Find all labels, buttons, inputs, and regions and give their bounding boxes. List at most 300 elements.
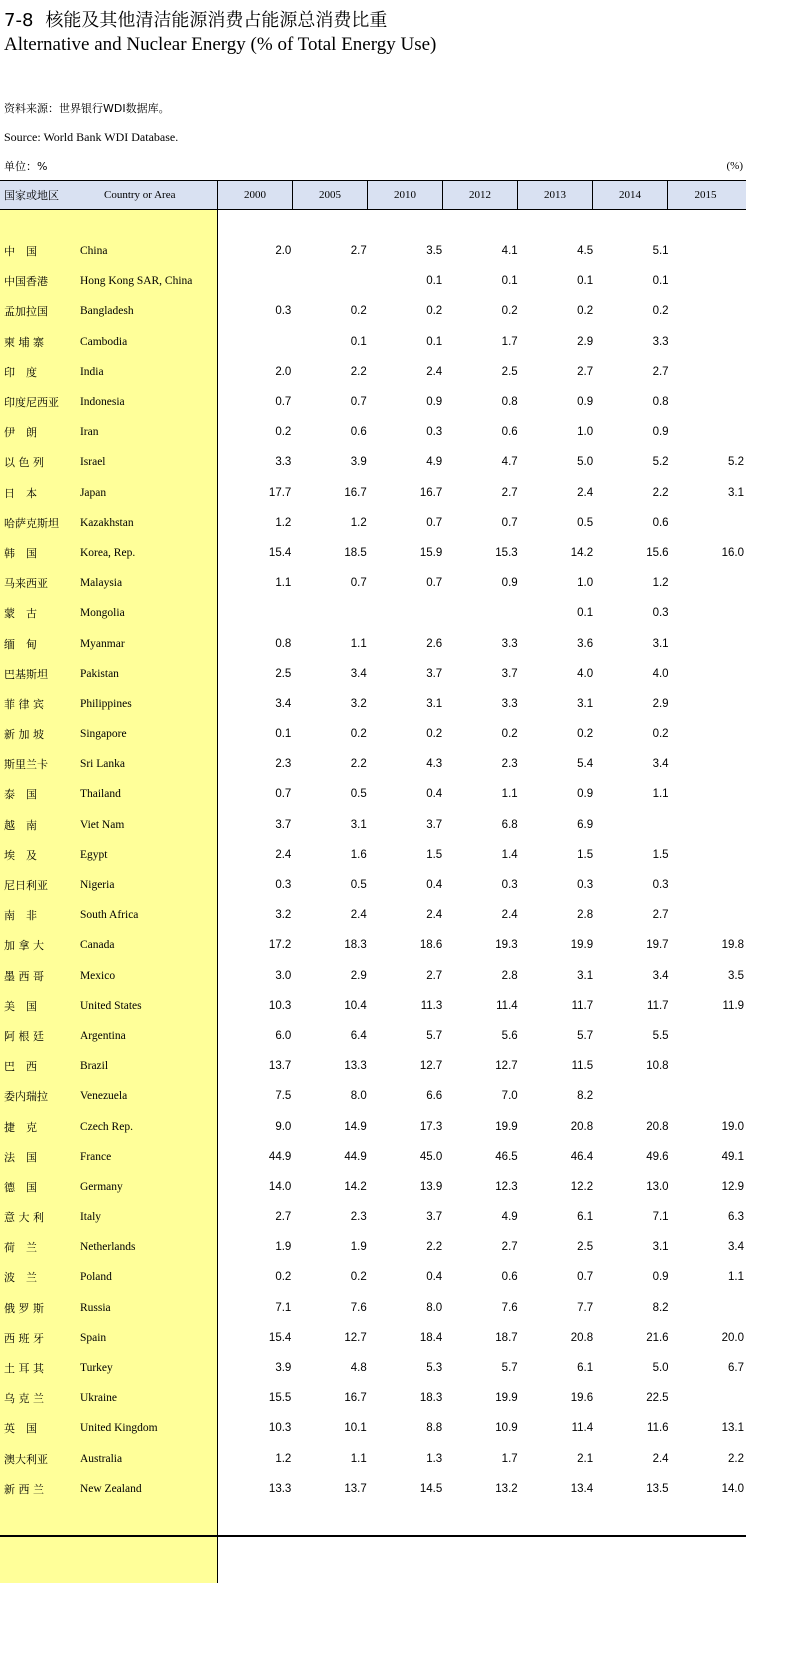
country-name-cn: 孟加拉国: [4, 305, 48, 319]
value-cell: 1.0: [577, 426, 594, 439]
value-cell: 0.3: [275, 879, 292, 892]
value-cell: 12.3: [495, 1180, 518, 1193]
table-row: [0, 447, 746, 477]
table-row: [0, 508, 746, 538]
table-row: [0, 327, 746, 357]
country-name-cn: 意 大 利: [4, 1211, 44, 1225]
country-name-cn: 哈萨克斯坦: [4, 516, 59, 530]
country-name-en: Myanmar: [79, 637, 125, 650]
value-cell: 7.7: [577, 1301, 594, 1314]
value-cell: 0.9: [652, 426, 669, 439]
value-cell: 5.7: [501, 1362, 518, 1375]
value-cell: 5.5: [652, 1029, 669, 1042]
country-name-cn: 埃 及: [4, 848, 37, 862]
country-name-en: Turkey: [79, 1362, 113, 1375]
value-cell: 0.1: [652, 275, 669, 288]
country-name-en: Italy: [79, 1211, 102, 1224]
value-cell: 3.2: [275, 909, 292, 922]
country-name-en: Egypt: [79, 848, 108, 861]
value-cell: 0.1: [577, 275, 594, 288]
value-cell: 0.2: [350, 1271, 367, 1284]
table-row: [0, 1111, 746, 1141]
country-name-en: United Kingdom: [79, 1422, 158, 1435]
value-cell: 0.2: [501, 305, 518, 318]
value-cell: 2.8: [501, 969, 518, 982]
value-cell: 0.1: [501, 275, 518, 288]
value-cell: 1.7: [501, 335, 518, 348]
value-cell: 6.9: [577, 818, 594, 831]
value-cell: 3.7: [275, 818, 292, 831]
value-cell: 0.7: [501, 516, 518, 529]
value-cell: 3.1: [577, 697, 594, 710]
value-cell: 19.9: [570, 939, 594, 952]
title-en: Alternative and Nuclear Energy (% of Total Energy Use): [4, 34, 437, 55]
value-cell: 17.7: [268, 486, 292, 499]
table-row: [0, 870, 746, 900]
value-cell: 4.0: [577, 667, 594, 680]
country-name-cn: 英 国: [4, 1422, 37, 1436]
country-name-cn: 马来西亚: [4, 577, 48, 591]
value-cell: 7.1: [275, 1301, 292, 1314]
value-cell: 44.9: [268, 1150, 292, 1163]
value-cell: 4.5: [577, 245, 594, 258]
value-cell: 1.0: [577, 577, 594, 590]
value-cell: 11.7: [647, 999, 669, 1012]
value-cell: 1.1: [652, 788, 669, 801]
country-name-cn: 巴 西: [4, 1060, 37, 1074]
value-cell: 1.1: [728, 1271, 745, 1284]
value-cell: 49.6: [646, 1150, 669, 1163]
value-cell: 0.4: [426, 879, 443, 892]
value-cell: 0.1: [350, 335, 367, 348]
value-cell: 1.3: [426, 1452, 443, 1465]
value-cell: 14.5: [419, 1482, 443, 1495]
table-row: [0, 991, 746, 1021]
value-cell: 20.0: [721, 1331, 745, 1344]
value-cell: 0.9: [577, 396, 594, 409]
table-row: [0, 1383, 746, 1413]
country-name-cn: 澳大利亚: [4, 1452, 48, 1466]
value-cell: 18.7: [495, 1331, 518, 1344]
value-cell: 4.9: [426, 456, 443, 469]
value-cell: 14.9: [344, 1120, 367, 1133]
country-name-en: Indonesia: [79, 396, 125, 409]
value-cell: 0.6: [501, 1271, 518, 1284]
value-cell: 10.4: [344, 999, 367, 1012]
table-row: [0, 810, 746, 840]
value-cell: 2.7: [426, 969, 443, 982]
country-name-en: Israel: [79, 456, 106, 469]
value-cell: 16.7: [419, 486, 443, 499]
table-row: [0, 236, 746, 266]
value-cell: 2.4: [350, 909, 367, 922]
value-cell: 6.8: [501, 818, 518, 831]
value-cell: 5.7: [577, 1029, 594, 1042]
value-cell: 7.1: [652, 1211, 669, 1224]
value-cell: 2.3: [350, 1211, 367, 1224]
value-cell: 2.7: [275, 1211, 292, 1224]
value-cell: 1.9: [350, 1241, 367, 1254]
value-cell: 0.8: [501, 396, 518, 409]
value-cell: 16.7: [344, 486, 367, 499]
country-name-en: Thailand: [79, 788, 121, 801]
value-cell: 0.5: [350, 788, 367, 801]
value-cell: 6.1: [577, 1211, 594, 1224]
value-cell: 0.4: [426, 1271, 443, 1284]
header-year: 2000: [218, 181, 293, 209]
value-cell: 5.6: [501, 1029, 518, 1042]
country-name-en: Korea, Rep.: [79, 546, 136, 559]
table-row: [0, 1413, 746, 1443]
value-cell: 7.6: [350, 1301, 367, 1314]
value-cell: 4.3: [426, 758, 443, 771]
value-cell: 2.6: [426, 637, 443, 650]
table-row: [0, 628, 746, 658]
value-cell: 2.3: [501, 758, 518, 771]
value-cell: 4.9: [501, 1211, 518, 1224]
value-cell: 4.0: [652, 667, 669, 680]
country-name-en: Czech Rep.: [79, 1120, 133, 1133]
value-cell: 0.2: [350, 728, 367, 741]
table-row: [0, 749, 746, 779]
country-name-cn: 泰 国: [4, 788, 37, 802]
header-country-cn: 国家或地区: [4, 189, 59, 202]
value-cell: 15.4: [268, 1331, 292, 1344]
value-cell: 3.7: [501, 667, 518, 680]
value-cell: 19.6: [570, 1392, 594, 1405]
country-name-cn: 美 国: [4, 999, 37, 1013]
country-name-cn: 委内瑞拉: [4, 1090, 48, 1104]
value-cell: 0.9: [426, 396, 443, 409]
value-cell: 0.3: [652, 879, 669, 892]
table-row: [0, 1172, 746, 1202]
value-cell: 15.6: [646, 546, 669, 559]
country-name-cn: 菲 律 宾: [4, 697, 44, 711]
value-cell: 0.2: [275, 426, 292, 439]
value-cell: 5.7: [426, 1029, 443, 1042]
value-cell: 0.7: [275, 788, 292, 801]
country-name-cn: 新 西 兰: [4, 1482, 44, 1496]
table-row: [0, 689, 746, 719]
country-name-cn: 日 本: [4, 486, 37, 500]
value-cell: 18.3: [419, 1392, 443, 1405]
value-cell: 1.4: [501, 848, 518, 861]
value-cell: 1.5: [426, 848, 443, 861]
value-cell: 2.7: [350, 245, 367, 258]
value-cell: 1.7: [501, 1452, 518, 1465]
country-name-cn: 阿 根 廷: [4, 1029, 44, 1043]
value-cell: 2.2: [426, 1241, 443, 1254]
table-row: [0, 387, 746, 417]
value-cell: 3.5: [728, 969, 745, 982]
value-cell: 5.1: [652, 245, 669, 258]
country-name-cn: 荷 兰: [4, 1241, 37, 1255]
value-cell: 0.3: [275, 305, 292, 318]
value-cell: 11.9: [722, 999, 745, 1012]
country-name-en: Malaysia: [79, 577, 123, 590]
source-en: Source: World Bank WDI Database.: [4, 130, 179, 144]
table-number: 7-8: [4, 10, 34, 31]
table-bottom-rule: [0, 1535, 746, 1537]
country-name-en: Viet Nam: [79, 818, 125, 831]
table-body: [0, 236, 746, 1504]
value-cell: 0.1: [275, 728, 292, 741]
table-row: [0, 779, 746, 809]
source-cn: 资料来源：世界银行WDI数据库。: [4, 102, 170, 115]
value-cell: 0.2: [501, 728, 518, 741]
country-name-cn: 斯里兰卡: [4, 758, 48, 772]
value-cell: 6.7: [728, 1362, 745, 1375]
header-year: 2015: [694, 189, 717, 201]
value-cell: 10.1: [344, 1422, 367, 1435]
value-cell: 1.9: [275, 1241, 292, 1254]
value-cell: 2.5: [501, 365, 518, 378]
value-cell: 1.2: [652, 577, 669, 590]
value-cell: 0.9: [652, 1271, 669, 1284]
value-cell: 8.2: [577, 1090, 594, 1103]
value-cell: 0.2: [426, 728, 443, 741]
table-row: [0, 357, 746, 387]
country-name-cn: 土 耳 其: [4, 1362, 44, 1376]
value-cell: 2.8: [577, 909, 594, 922]
table-row: [0, 900, 746, 930]
value-cell: 13.5: [646, 1482, 669, 1495]
table-row: [0, 961, 746, 991]
value-cell: 2.7: [577, 365, 594, 378]
table-row: [0, 598, 746, 628]
unit-label-cn: 单位：%: [4, 160, 48, 173]
value-cell: 0.7: [426, 516, 443, 529]
value-cell: 0.3: [577, 879, 594, 892]
value-cell: 15.9: [419, 546, 443, 559]
value-cell: 3.6: [577, 637, 594, 650]
value-cell: 1.2: [275, 1452, 292, 1465]
country-name-cn: 捷 克: [4, 1120, 37, 1134]
value-cell: 1.5: [652, 848, 669, 861]
value-cell: 3.1: [577, 969, 594, 982]
value-cell: 2.9: [350, 969, 367, 982]
value-cell: 44.9: [344, 1150, 367, 1163]
value-cell: 13.9: [419, 1180, 443, 1193]
country-name-cn: 法 国: [4, 1150, 37, 1164]
country-name-en: Australia: [79, 1452, 123, 1465]
country-name-cn: 伊 朗: [4, 426, 37, 440]
country-name-en: Poland: [79, 1271, 112, 1284]
country-name-cn: 韩 国: [4, 546, 37, 560]
value-cell: 22.5: [646, 1392, 669, 1405]
country-name-en: Spain: [79, 1331, 107, 1344]
country-name-cn: 越 南: [4, 818, 37, 832]
data-table: [0, 180, 746, 1584]
value-cell: 2.4: [275, 848, 292, 861]
country-name-cn: 波 兰: [4, 1271, 37, 1285]
value-cell: 3.0: [275, 969, 292, 982]
table-row: [0, 840, 746, 870]
value-cell: 13.1: [721, 1422, 745, 1435]
value-cell: 0.2: [577, 305, 594, 318]
country-name-en: Pakistan: [79, 667, 119, 680]
value-cell: 11.5: [571, 1060, 594, 1073]
value-cell: 3.4: [728, 1241, 745, 1254]
value-cell: 19.9: [495, 1120, 518, 1133]
value-cell: 20.8: [570, 1331, 594, 1344]
value-cell: 5.2: [728, 456, 745, 469]
value-cell: 2.7: [501, 1241, 518, 1254]
country-name-en: Bangladesh: [79, 305, 134, 318]
value-cell: 0.2: [577, 728, 594, 741]
table-header: [0, 180, 746, 210]
value-cell: 18.5: [344, 546, 367, 559]
value-cell: 21.6: [646, 1331, 669, 1344]
value-cell: 0.4: [426, 788, 443, 801]
value-cell: 1.2: [350, 516, 367, 529]
value-cell: 0.9: [501, 577, 518, 590]
value-cell: 8.0: [350, 1090, 367, 1103]
value-cell: 2.2: [728, 1452, 745, 1465]
value-cell: 19.8: [721, 939, 745, 952]
country-name-cn: 西 班 牙: [4, 1331, 44, 1345]
value-cell: 3.9: [350, 456, 367, 469]
value-cell: 1.6: [350, 848, 367, 861]
value-cell: 17.2: [268, 939, 292, 952]
value-cell: 10.3: [268, 999, 292, 1012]
value-cell: 0.2: [652, 728, 669, 741]
value-cell: 1.1: [350, 637, 367, 650]
value-cell: 5.0: [577, 456, 594, 469]
value-cell: 3.7: [426, 818, 443, 831]
country-name-cn: 缅 甸: [4, 637, 37, 651]
value-cell: 6.3: [728, 1211, 745, 1224]
country-name-cn: 中 国: [4, 245, 37, 259]
country-name-en: Canada: [79, 939, 115, 952]
title-cn: 核能及其他清洁能源消费占能源总消费比重: [45, 10, 388, 31]
value-cell: 2.4: [501, 909, 518, 922]
value-cell: 0.1: [426, 335, 443, 348]
value-cell: 1.1: [275, 577, 292, 590]
country-name-cn: 尼日利亚: [4, 879, 48, 893]
table-row: [0, 930, 746, 960]
value-cell: 0.8: [275, 637, 292, 650]
value-cell: 2.2: [350, 365, 367, 378]
header-year: 2012: [443, 181, 518, 209]
value-cell: 2.7: [652, 365, 669, 378]
value-cell: 19.0: [721, 1120, 745, 1133]
value-cell: 8.2: [652, 1301, 669, 1314]
value-cell: 10.3: [268, 1422, 292, 1435]
value-cell: 3.4: [275, 697, 292, 710]
country-name-en: United States: [79, 999, 142, 1012]
value-cell: 3.5: [426, 245, 443, 258]
value-cell: 3.3: [501, 697, 518, 710]
value-cell: 6.4: [350, 1029, 367, 1042]
country-name-cn: 加 拿 大: [4, 939, 44, 953]
value-cell: 2.4: [426, 909, 443, 922]
value-cell: 3.7: [426, 667, 443, 680]
country-name-en: Mexico: [79, 969, 116, 982]
value-cell: 7.0: [501, 1090, 518, 1103]
value-cell: 0.7: [275, 396, 292, 409]
country-name-cn: 乌 克 兰: [4, 1392, 44, 1406]
value-cell: 8.0: [426, 1301, 443, 1314]
value-cell: 20.8: [570, 1120, 594, 1133]
table-row: [0, 1081, 746, 1111]
country-name-en: France: [79, 1150, 112, 1163]
country-name-cn: 巴基斯坦: [4, 667, 48, 681]
value-cell: 12.9: [721, 1180, 745, 1193]
country-name-en: Kazakhstan: [79, 516, 134, 529]
header-year: 2010: [368, 181, 443, 209]
value-cell: 3.1: [426, 697, 443, 710]
country-name-en: Iran: [79, 426, 99, 439]
table-row: [0, 417, 746, 447]
country-name-en: Mongolia: [79, 607, 125, 620]
value-cell: 0.6: [501, 426, 518, 439]
value-cell: 0.2: [426, 305, 443, 318]
value-cell: 2.7: [652, 909, 669, 922]
value-cell: 20.8: [646, 1120, 669, 1133]
country-name-cn: 柬 埔 寨: [4, 335, 44, 349]
country-name-en: New Zealand: [79, 1482, 142, 1495]
value-cell: 0.3: [652, 607, 669, 620]
value-cell: 3.4: [652, 969, 669, 982]
value-cell: 2.9: [577, 335, 594, 348]
country-name-en: Philippines: [79, 697, 132, 710]
value-cell: 19.7: [646, 939, 669, 952]
country-name-cn: 墨 西 哥: [4, 969, 44, 983]
value-cell: 49.1: [721, 1150, 745, 1163]
country-name-en: China: [79, 245, 108, 258]
value-cell: 15.4: [268, 546, 292, 559]
value-cell: 16.0: [721, 546, 745, 559]
value-cell: 15.5: [268, 1392, 292, 1405]
value-cell: 2.4: [577, 486, 594, 499]
country-name-en: South Africa: [79, 909, 139, 922]
value-cell: 1.1: [350, 1452, 367, 1465]
country-name-en: Nigeria: [79, 879, 115, 892]
value-cell: 2.2: [652, 486, 669, 499]
country-name-en: Venezuela: [79, 1090, 128, 1103]
value-cell: 0.6: [350, 426, 367, 439]
country-name-cn: 蒙 古: [4, 607, 37, 621]
value-cell: 2.0: [275, 365, 292, 378]
country-name-cn: 印 度: [4, 365, 37, 379]
value-cell: 46.5: [495, 1150, 518, 1163]
country-name-en: Hong Kong SAR, China: [79, 275, 193, 288]
value-cell: 0.7: [350, 577, 367, 590]
country-name-cn: 以 色 列: [4, 456, 44, 470]
value-cell: 9.0: [275, 1120, 292, 1133]
value-cell: 0.1: [426, 275, 443, 288]
header-year: 2005: [293, 181, 368, 209]
value-cell: 3.2: [350, 697, 367, 710]
value-cell: 4.8: [350, 1362, 367, 1375]
value-cell: 5.0: [652, 1362, 669, 1375]
value-cell: 0.1: [577, 607, 594, 620]
country-name-cn: 新 加 坡: [4, 728, 44, 742]
page-title: [4, 6, 387, 32]
value-cell: 5.4: [577, 758, 594, 771]
value-cell: 3.9: [275, 1362, 292, 1375]
table-row: [0, 478, 746, 508]
value-cell: 3.3: [275, 456, 292, 469]
value-cell: 6.1: [577, 1362, 594, 1375]
table-row: [0, 1444, 746, 1474]
value-cell: 13.4: [570, 1482, 594, 1495]
value-cell: 3.3: [652, 335, 669, 348]
country-name-cn: 德 国: [4, 1180, 37, 1194]
value-cell: 17.3: [419, 1120, 443, 1133]
value-cell: 18.4: [419, 1331, 443, 1344]
